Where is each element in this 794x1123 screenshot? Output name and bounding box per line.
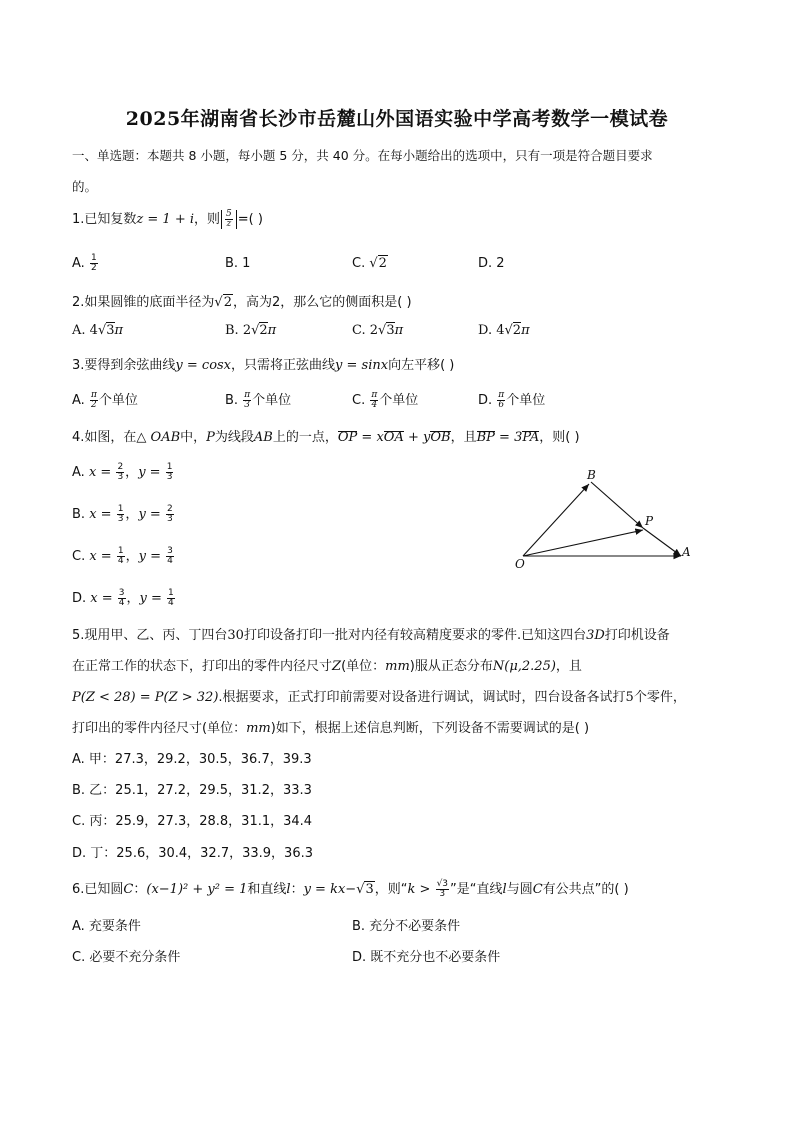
q5-option-b[interactable]: B. 乙：25.1，27.2，29.5，31.2，33.3 [72, 783, 312, 798]
q1-abs-fraction [221, 210, 237, 229]
q5-l1d: 3D [586, 628, 605, 643]
q5-l3d: 个零件， [633, 690, 686, 705]
q4-eq1: = x [357, 430, 384, 445]
question-2-stem [72, 291, 412, 310]
q1-z-expr: z = 1 + i [136, 212, 194, 227]
q2-opt-d-pre: D. 4 [478, 323, 505, 338]
q4-point-p: P [206, 430, 215, 445]
q1-option-c[interactable] [352, 256, 388, 271]
q4-vec-pa: PA [522, 430, 540, 445]
segment-bp [591, 482, 643, 528]
q3-option-d[interactable] [478, 389, 545, 410]
q4-opt-b-x: x = [89, 507, 116, 522]
q4-triangle: △ OAB [136, 430, 181, 445]
q1-frac-den: z [226, 219, 232, 229]
q1-opt-a-den: 2 [90, 263, 97, 273]
q3-option-a[interactable] [72, 389, 138, 410]
q4-opt-d-xn: 3 [118, 588, 125, 598]
label-p: P [645, 514, 654, 528]
q3-opt-b-num: π [244, 390, 251, 400]
q4-opt-b-xd: 3 [117, 514, 124, 524]
q6-f: ”是“直线 [450, 882, 503, 897]
q4-vec-oa: OA [383, 430, 404, 445]
label-a: A [682, 545, 691, 559]
q4-opt-b-yn: 2 [166, 504, 173, 514]
q6-k: k > [407, 882, 435, 897]
q6-c: 和直线 [247, 882, 287, 897]
q2-opt-c-post: π [394, 323, 404, 338]
q5-l3c: 5 [625, 690, 634, 705]
q2-opt-a-pre: A. 4 [72, 323, 98, 338]
q2-text-b: ，高为2，那么它的侧面积是( ) [232, 295, 412, 310]
q4-opt-d-xd: 4 [118, 598, 125, 608]
q3-opt-b-post: 个单位 [252, 393, 292, 408]
q4-opt-d-yn: 1 [168, 588, 174, 598]
q2-text-a: 2.如果圆锥的底面半径为 [72, 295, 215, 310]
q6-k-den: 3 [439, 889, 446, 899]
q4-text-b: 中， [180, 430, 207, 445]
question-6-stem [72, 878, 629, 899]
q5-l3b: .根据要求，正式打印前需要对设备进行调试，调试时，四台设备各试打 [218, 690, 626, 705]
q3-option-b[interactable] [225, 389, 291, 410]
q5-l2f: N(μ,2.25) [492, 659, 556, 674]
question-5-line4 [72, 717, 589, 736]
q6-g-c: C [532, 882, 543, 897]
q3-text-b: ，只需将正弦曲线 [231, 358, 336, 373]
q4-eq3: = 3 [494, 430, 523, 445]
q6-g: 与圆 [506, 882, 533, 897]
question-5-line3 [72, 686, 686, 705]
q1-opt-c-label: C. [352, 256, 370, 271]
q6-circle-eq: (x−1)² + y² = 1 [146, 882, 248, 897]
q3-opt-a-num: π [90, 390, 97, 400]
q6-a: 6.已知圆 [72, 882, 124, 897]
section-instructions-line2: 的。 [72, 179, 98, 194]
q1-option-b[interactable]: B. 1 [225, 256, 251, 271]
q6-h: 有公共点”的( ) [542, 882, 629, 897]
q2-opt-d-rad: 2 [512, 323, 522, 338]
q3-opt-b-den: 3 [244, 400, 251, 410]
q4-vec-ob: OB [430, 430, 451, 445]
question-5-line1 [72, 624, 670, 643]
q4-opt-c-y: y = [138, 549, 166, 564]
q4-opt-b-xn: 1 [117, 504, 124, 514]
q6-line-l: l [286, 882, 291, 897]
q6-option-c[interactable]: C. 必要不充分条件 [72, 950, 181, 965]
q6-k-num: √3 [436, 879, 449, 889]
q4-opt-b-sep: ， [125, 507, 139, 522]
q5-l3a: P(Z < 28) = P(Z > 32) [72, 690, 219, 705]
q3-opt-c-label: C. [352, 393, 370, 408]
q3-text-a: 3.要得到余弦曲线 [72, 358, 176, 373]
q4-opt-a-yn: 1 [166, 462, 173, 472]
q5-l1b: 30 [227, 628, 244, 643]
q4-opt-d-y: y = [139, 591, 167, 606]
q2-opt-a-rad: 3 [106, 323, 115, 338]
q4-segment-ab: AB [253, 430, 273, 445]
q6-line-eq: y = kx− [303, 882, 357, 897]
question-1-stem [72, 208, 263, 229]
q4-option-c[interactable] [72, 545, 175, 566]
q1-text-c: =( ) [237, 212, 263, 227]
q4-option-d[interactable] [72, 587, 176, 608]
q4-opt-a-xn: 2 [117, 462, 124, 472]
q4-opt-b-label: B. [72, 507, 90, 522]
q4-opt-c-x: x = [89, 549, 116, 564]
q2-opt-d-post: π [521, 323, 530, 338]
q4-opt-c-xd: 4 [117, 556, 124, 566]
q3-opt-c-num: π [371, 390, 378, 400]
q4-opt-d-yd: 4 [168, 598, 174, 608]
q4-opt-b-y: y = [138, 507, 165, 522]
q4-vec-op: OP [337, 430, 358, 445]
q5-option-a[interactable]: A. 甲：27.3，29.2，30.5，36.7，39.3 [72, 752, 312, 767]
q2-opt-c-rad: 3 [386, 323, 395, 338]
q4-opt-d-label: D. [72, 591, 91, 606]
q3-opt-c-post: 个单位 [379, 393, 419, 408]
q1-opt-a-label: A. [72, 256, 89, 271]
q3-opt-d-den: 6 [498, 400, 505, 410]
q5-l2b: Z [332, 659, 342, 674]
q4-opt-a-x: x = [88, 465, 116, 480]
q3-opt-a-label: A. [72, 393, 89, 408]
q4-text-e: ，且 [450, 430, 477, 445]
q5-l1e: 打印机设备 [604, 628, 670, 643]
q2-option-b[interactable]: B. 2√2π [225, 323, 277, 338]
q3-option-c[interactable] [352, 389, 418, 410]
q1-option-d[interactable]: D. 2 [478, 256, 505, 271]
q2-option-c[interactable]: C. 2√3π [352, 323, 404, 338]
q5-l1c: 打印设备打印一批对内径有较高精度要求的零件.已知这四台 [243, 628, 587, 643]
q4-vec-bp: BP [476, 430, 495, 445]
q4-text-f: ，则( ) [539, 430, 580, 445]
q4-opt-c-yn: 3 [167, 546, 173, 556]
q4-option-a[interactable] [72, 461, 174, 482]
q2-opt-a-post: π [114, 323, 124, 338]
q4-opt-c-yd: 4 [167, 556, 173, 566]
q2-radius-sqrt: √2 [214, 295, 232, 310]
vector-ob [523, 484, 589, 556]
q3-opt-d-label: D. [478, 393, 497, 408]
q5-l4c: )如下，根据上述信息判断，下列设备不需要调试的是( ) [270, 721, 590, 736]
q3-text-c: 向左平移( ) [388, 358, 455, 373]
q4-opt-c-label: C. [72, 549, 90, 564]
q1-option-a[interactable] [72, 254, 99, 273]
q6-f-l: l [502, 882, 507, 897]
q5-l4b: mm [246, 721, 271, 736]
q3-opt-a-den: 2 [91, 400, 97, 410]
q5-option-d[interactable]: D. 丁：25.6，30.4，32.7，33.9，36.3 [72, 846, 314, 861]
q4-opt-a-y: y = [138, 465, 165, 480]
q1-text-b: ，则 [194, 212, 221, 227]
label-o: O [515, 557, 525, 571]
segment-pa [643, 528, 681, 556]
question-5-line2 [72, 655, 582, 674]
q4-text-a: 4.如图，在 [72, 430, 137, 445]
q5-l2a: 在正常工作的状态下，打印出的零件内径尺寸 [72, 659, 333, 674]
q3-opt-b-label: B. [225, 393, 243, 408]
label-b: B [587, 468, 596, 482]
q4-option-b[interactable] [72, 503, 175, 524]
q6-option-d[interactable]: D. 既不充分也不必要条件 [352, 950, 501, 965]
q5-l2g: ，且 [555, 659, 582, 674]
q5-option-c[interactable]: C. 丙：25.9，27.3，28.8，31.1，34.4 [72, 814, 313, 829]
q6-e: ，则“ [374, 882, 408, 897]
question-3-stem [72, 354, 454, 373]
q3-opt-a-post: 个单位 [98, 393, 138, 408]
q6-option-b[interactable]: B. 充分不必要条件 [352, 919, 461, 934]
q3-opt-d-post: 个单位 [506, 393, 546, 408]
q4-eq2: + y [403, 430, 431, 445]
q1-opt-c-sqrt: √2 [369, 256, 387, 271]
q4-text-d: 上的一点， [272, 430, 338, 445]
q2-option-d[interactable]: D. 4√2π [478, 323, 530, 338]
q6-b: ： [133, 882, 147, 897]
page-title: 2025年湖南省长沙市岳麓山外国语实验中学高考数学一模试卷 [125, 108, 669, 130]
q3-opt-d-num: π [498, 390, 505, 400]
q1-frac-num: 5 [226, 209, 232, 219]
q4-text-c: 为线段 [214, 430, 254, 445]
q6-option-a[interactable]: A. 充要条件 [72, 919, 141, 934]
q2-radius-rad: 2 [223, 295, 232, 310]
q5-l2e: )服从正态分布 [409, 659, 493, 674]
q6-circle-c: C [123, 882, 134, 897]
q4-opt-a-yd: 3 [166, 472, 173, 482]
q4-opt-a-xd: 3 [117, 472, 124, 482]
q3-cos-expr: y = cosx [175, 358, 232, 373]
q5-l4a: 打印出的零件内径尺寸(单位： [72, 721, 247, 736]
q1-opt-c-rad: 2 [378, 256, 387, 271]
q2-opt-b-post: π [267, 323, 277, 338]
q4-opt-a-label: A. [72, 465, 89, 480]
q4-opt-d-sep: ， [126, 591, 140, 606]
q2-opt-b-pre: B. 2 [225, 323, 252, 338]
q6-line-rad: 3 [365, 882, 374, 897]
q4-opt-a-sep: ， [125, 465, 139, 480]
q5-l2c: (单位： [341, 659, 386, 674]
question-4-stem [72, 426, 580, 445]
section-instructions-line1: 一、单选题：本题共 8 小题，每小题 5 分，共 40 分。在每小题给出的选项中，只有一项是符合题目要求 [72, 148, 653, 163]
q3-sin-expr: y = sinx [335, 358, 389, 373]
q4-opt-b-yd: 3 [166, 514, 173, 524]
q2-opt-b-rad: 2 [259, 323, 268, 338]
q4-opt-d-x: x = [90, 591, 117, 606]
q5-l2d: mm [385, 659, 410, 674]
vector-op [523, 530, 643, 556]
q1-opt-a-num: 1 [90, 253, 97, 263]
q4-opt-c-xn: 1 [117, 546, 124, 556]
q1-text: 1.已知复数 [72, 212, 137, 227]
q4-opt-c-sep: ， [125, 549, 139, 564]
q6-line-sqrt: √3 [356, 882, 374, 897]
q2-option-a[interactable]: A. 4√3π [72, 323, 124, 338]
q2-opt-c-pre: C. 2 [352, 323, 379, 338]
q3-opt-c-den: 4 [371, 400, 378, 410]
q6-d: ： [290, 882, 304, 897]
q4-triangle-figure [505, 460, 705, 575]
q5-l1a: 5.现用甲、乙、丙、丁四台 [72, 628, 228, 643]
